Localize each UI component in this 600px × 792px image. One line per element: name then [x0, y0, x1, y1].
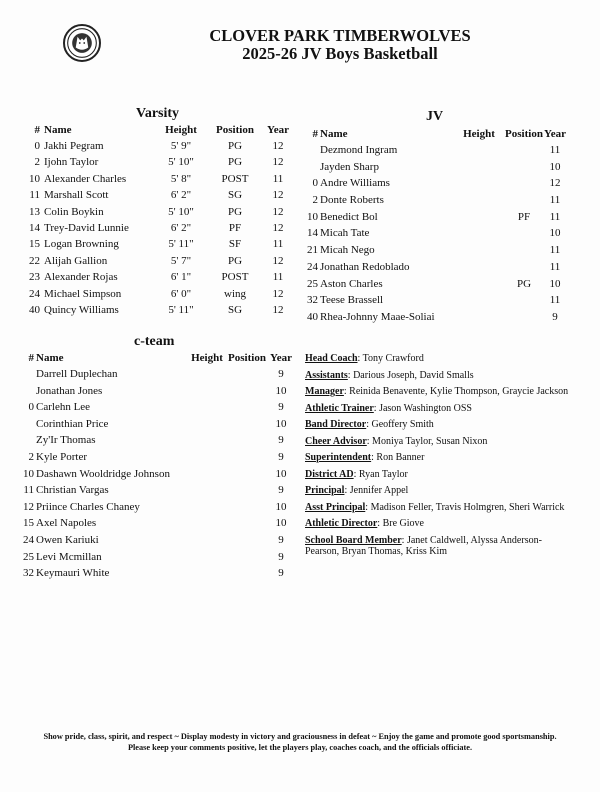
col-num: # [28, 352, 34, 364]
player-year: 12 [272, 254, 284, 267]
staff-names: Tony Crawford [362, 353, 424, 364]
roster-row [304, 244, 574, 261]
player-year: 10 [275, 517, 287, 530]
roster-row [304, 144, 574, 161]
player-number: 15 [29, 238, 40, 251]
roster-row [304, 161, 574, 178]
player-year: 9 [278, 567, 284, 580]
player-number: 0 [312, 177, 318, 190]
player-number: 23 [29, 271, 40, 284]
player-number: 0 [28, 401, 34, 414]
player-number: 10 [23, 467, 34, 480]
player-name: Michael Simpson [44, 287, 122, 300]
roster-row [304, 211, 574, 228]
player-name: Micah Nego [320, 244, 375, 257]
player-number: 10 [307, 210, 318, 223]
staff-names: Reinida Benavente, Kylie Thompson, Graycie Jackson [349, 386, 569, 397]
player-name: Priince Charles Chaney [36, 500, 140, 513]
roster-row [26, 288, 294, 304]
player-name: Christian Vargas [36, 484, 109, 497]
roster-row [304, 227, 574, 244]
player-number: 32 [307, 294, 318, 307]
roster-row [20, 517, 296, 534]
player-height: 6' 1" [170, 271, 192, 284]
player-year: 12 [549, 177, 561, 190]
staff-role: Athletic Director [305, 518, 378, 529]
staff-item: Superintendent: Ron Banner [305, 452, 425, 463]
player-name: Alexander Charles [44, 172, 127, 185]
player-number: 25 [23, 550, 34, 563]
varsity-title: Varsity [136, 106, 180, 121]
player-number: 2 [28, 450, 34, 463]
player-height: 5' 7" [170, 254, 192, 267]
staff-names: Bre Giove [382, 518, 424, 529]
player-year: 11 [272, 172, 284, 185]
player-number: 15 [23, 517, 34, 530]
player-year: 12 [272, 287, 284, 300]
player-number: 13 [29, 205, 40, 218]
roster-row [20, 451, 296, 468]
player-year: 11 [549, 144, 561, 156]
player-height: 5' 10" [168, 156, 194, 169]
player-height: 6' 2" [170, 221, 192, 234]
player-height: 6' 2" [170, 189, 192, 202]
player-name: Colin Boykin [44, 205, 104, 218]
player-name: Dashawn Wooldridge Johnson [36, 467, 170, 480]
player-position: PF [228, 221, 242, 234]
player-name: Jayden Sharp [320, 160, 379, 173]
player-name: Andre Williams [320, 177, 390, 190]
staff-item: Cheer Advisor: Moniya Taylor, Susan Nixon [305, 435, 488, 447]
col-height: Height [165, 124, 197, 136]
player-number: 40 [29, 303, 40, 316]
staff-item: District AD: Ryan Taylor [305, 468, 408, 480]
player-year: 10 [275, 467, 287, 480]
player-number: 32 [23, 567, 34, 580]
player-name: Benedict Bol [320, 210, 378, 223]
player-year: 12 [272, 205, 284, 218]
roster-row [304, 177, 574, 194]
player-position: PG [516, 277, 532, 290]
player-year: 10 [275, 500, 287, 513]
player-number: 0 [34, 140, 40, 152]
player-name: Donte Roberts [320, 194, 384, 207]
staff-names: Madison Feller, Travis Holmgren, Sheri Warrick [370, 501, 565, 513]
player-year: 9 [278, 533, 284, 546]
player-number: 11 [23, 484, 34, 497]
player-position: POST [221, 172, 249, 185]
footer-line-2: Please keep your comments positive, let the players play, coaches coach, and the officials officiate. [127, 743, 473, 752]
roster-row [20, 468, 296, 485]
player-year: 11 [549, 194, 561, 207]
cteam-title: c-team [134, 334, 175, 349]
staff-role: Assistants [305, 369, 348, 381]
roster-row [20, 551, 296, 568]
player-height: 5' 10" [168, 205, 194, 218]
player-year: 9 [278, 450, 284, 463]
player-height: 5' 9" [170, 140, 192, 152]
roster-row [26, 222, 294, 238]
player-year: 12 [272, 140, 284, 152]
player-year: 9 [278, 401, 284, 414]
player-name: Kyle Porter [36, 450, 88, 463]
staff-item: Head Coach: Tony Crawford [305, 353, 424, 364]
player-name: Dezmond Ingram [320, 144, 398, 156]
player-position: PG [227, 254, 243, 267]
player-position: PG [227, 140, 243, 152]
player-name: Jonathan Jones [36, 384, 103, 397]
player-position: POST [221, 271, 249, 284]
player-year: 9 [278, 368, 284, 380]
staff-role: Head Coach [305, 353, 358, 364]
player-number: 24 [29, 287, 40, 300]
staff-role: Principal [305, 485, 345, 496]
roster-row [20, 501, 296, 518]
staff-item: Band Director: Geoffery Smith [305, 419, 434, 430]
player-name: Zy'Ir Thomas [36, 434, 96, 447]
jv-header-row [304, 128, 574, 144]
player-name: Logan Browning [44, 238, 119, 251]
roster-row [26, 271, 294, 287]
player-year: 11 [549, 244, 561, 257]
page-title: CLOVER PARK TIMBERWOLVES [209, 26, 471, 45]
staff-item: Principal: Jennifer Appel [305, 485, 409, 496]
roster-row [304, 194, 574, 211]
player-year: 9 [278, 484, 284, 497]
player-year: 9 [278, 434, 284, 447]
roster-row [20, 434, 296, 451]
player-year: 11 [272, 271, 284, 284]
player-number: 25 [307, 277, 318, 290]
staff-role: District AD [305, 468, 354, 480]
staff-names: Moniya Taylor, Susan Nixon [372, 435, 488, 447]
staff-role: School Board Member [305, 534, 402, 546]
jv-title: JV [426, 109, 444, 124]
wolf-seal-icon [63, 24, 101, 62]
player-year: 11 [549, 260, 561, 273]
roster-row [26, 156, 294, 172]
col-name: Name [36, 352, 64, 364]
player-number: 10 [29, 172, 40, 185]
staff-item: Assistants: Darious Joseph, David Smalls [305, 369, 474, 381]
varsity-roster [26, 124, 294, 320]
col-height: Height [191, 352, 223, 364]
player-year: 12 [272, 189, 284, 202]
player-number: 24 [23, 533, 34, 546]
player-year: 10 [275, 417, 287, 430]
staff-role: Superintendent [305, 452, 372, 463]
player-height: 5' 11" [168, 303, 194, 316]
cteam-header-row [20, 352, 296, 368]
player-year: 12 [272, 303, 284, 316]
player-number: 12 [23, 500, 34, 513]
roster-row [304, 261, 574, 278]
player-number: 22 [29, 254, 40, 267]
player-name: Teese Brassell [320, 294, 384, 307]
staff-names: Jason Washington OSS [379, 402, 472, 414]
player-number: 40 [307, 310, 318, 323]
player-year: 10 [549, 277, 561, 290]
staff-item: Manager: Reinida Benavente, Kylie Thompson, Graycie Jackson [305, 386, 569, 397]
player-number: 24 [307, 260, 318, 273]
player-name: Levi Mcmillan [36, 550, 102, 563]
col-position: Position [216, 124, 254, 136]
roster-row [20, 368, 296, 385]
staff-item: School Board Member: Janet Caldwell, Alyssa Anderson-Pearson, Bryan Thomas, Kriss Kim [305, 534, 542, 557]
player-name: Jonathan Redoblado [320, 260, 410, 273]
player-year: 9 [278, 550, 284, 563]
staff-item: Athletic Trainer: Jason Washington OSS [305, 402, 472, 414]
col-name: Name [44, 124, 72, 136]
col-name: Name [320, 128, 348, 140]
player-number: 2 [312, 194, 318, 207]
col-position: Position [228, 352, 266, 364]
staff-item: Athletic Director: Bre Giove [305, 518, 424, 529]
roster-row [20, 385, 296, 402]
player-height: 5' 8" [170, 172, 192, 185]
player-name: Micah Tate [320, 227, 370, 240]
cteam-roster [20, 352, 296, 584]
staff-names: Geoffery Smith [371, 419, 434, 430]
roster-row [26, 173, 294, 189]
player-name: Trey-David Lunnie [44, 221, 129, 234]
staff-names: Ryan Taylor [358, 468, 408, 480]
staff-names: Janet Caldwell, Alyssa Anderson-Pearson, Bryan Thomas, Kriss Kim [305, 534, 542, 557]
player-name: Keymauri White [36, 567, 110, 580]
roster-row [26, 189, 294, 205]
player-position: PF [517, 210, 531, 223]
player-name: Alijah Gallion [44, 254, 108, 267]
col-height: Height [463, 128, 495, 140]
col-year: Year [267, 124, 289, 136]
player-year: 11 [549, 210, 561, 223]
player-number: 14 [307, 227, 318, 240]
player-number: 11 [29, 189, 40, 202]
player-name: Rhea-Johnny Maae-Soliai [320, 310, 435, 323]
player-year: 12 [272, 221, 284, 234]
staff-role: Asst Principal [305, 501, 366, 513]
player-name: Carlehn Lee [36, 401, 91, 414]
player-name: Corinthian Price [36, 417, 109, 430]
col-year: Year [270, 352, 292, 364]
player-year: 10 [275, 384, 287, 397]
player-number: 2 [34, 156, 40, 169]
roster-row [26, 255, 294, 271]
roster-row [20, 534, 296, 551]
roster-row [20, 484, 296, 501]
player-position: wing [224, 287, 246, 300]
roster-row [26, 140, 294, 156]
jv-roster [304, 128, 574, 328]
varsity-header-row [26, 124, 294, 140]
footer-line-1: Show pride, class, spirit, and respect ~ Display modesty in victory and graciousness in defeat ~ Enjoy the game and promote good sportsmanship. [43, 732, 557, 741]
roster-row [20, 567, 296, 584]
player-height: 6' 0" [170, 287, 192, 300]
roster-row [304, 311, 574, 328]
roster-row [26, 304, 294, 320]
staff-role: Athletic Trainer [305, 402, 374, 414]
player-position: SG [227, 303, 243, 316]
staff-role: Band Director [305, 419, 367, 430]
player-name: Darrell Duplechan [36, 368, 118, 380]
player-year: 9 [552, 310, 558, 323]
player-year: 11 [549, 294, 561, 307]
player-name: Ijohn Taylor [44, 156, 99, 169]
player-name: Aston Charles [320, 277, 383, 290]
staff-names: Ron Banner [376, 452, 425, 463]
roster-row [26, 206, 294, 222]
player-position: SG [227, 189, 243, 202]
player-number: 21 [307, 244, 318, 257]
page-subtitle: 2025-26 JV Boys Basketball [242, 44, 438, 63]
roster-row [304, 278, 574, 295]
player-name: Alexander Rojas [44, 271, 118, 284]
roster-row [26, 238, 294, 254]
staff-names: Darious Joseph, David Smalls [353, 369, 474, 381]
col-position: Position [505, 128, 543, 140]
col-num: # [34, 124, 40, 136]
staff-names: Jennifer Appel [349, 485, 409, 496]
col-num: # [312, 128, 318, 140]
col-year: Year [544, 128, 566, 140]
player-name: Axel Napoles [36, 517, 97, 530]
player-year: 10 [549, 160, 561, 173]
player-name: Marshall Scott [44, 189, 109, 202]
roster-row [20, 418, 296, 435]
staff-role: Manager [305, 386, 344, 397]
player-height: 5' 11" [168, 238, 194, 251]
staff-role: Cheer Advisor [305, 435, 367, 447]
sportsmanship-footer [20, 731, 580, 753]
player-number: 14 [29, 221, 40, 234]
player-position: PG [227, 205, 243, 218]
player-year: 10 [549, 227, 561, 240]
player-position: SF [228, 238, 242, 251]
player-year: 11 [272, 238, 284, 251]
player-name: Quincy Williams [44, 303, 119, 316]
staff-list [305, 353, 575, 562]
player-name: Owen Kariuki [36, 533, 99, 546]
player-position: PG [227, 156, 243, 169]
staff-item: Asst Principal: Madison Feller, Travis Holmgren, Sheri Warrick [305, 501, 565, 513]
player-name: Jakhi Pegram [44, 140, 104, 152]
roster-row [304, 294, 574, 311]
roster-row [20, 401, 296, 418]
player-year: 12 [272, 156, 284, 169]
